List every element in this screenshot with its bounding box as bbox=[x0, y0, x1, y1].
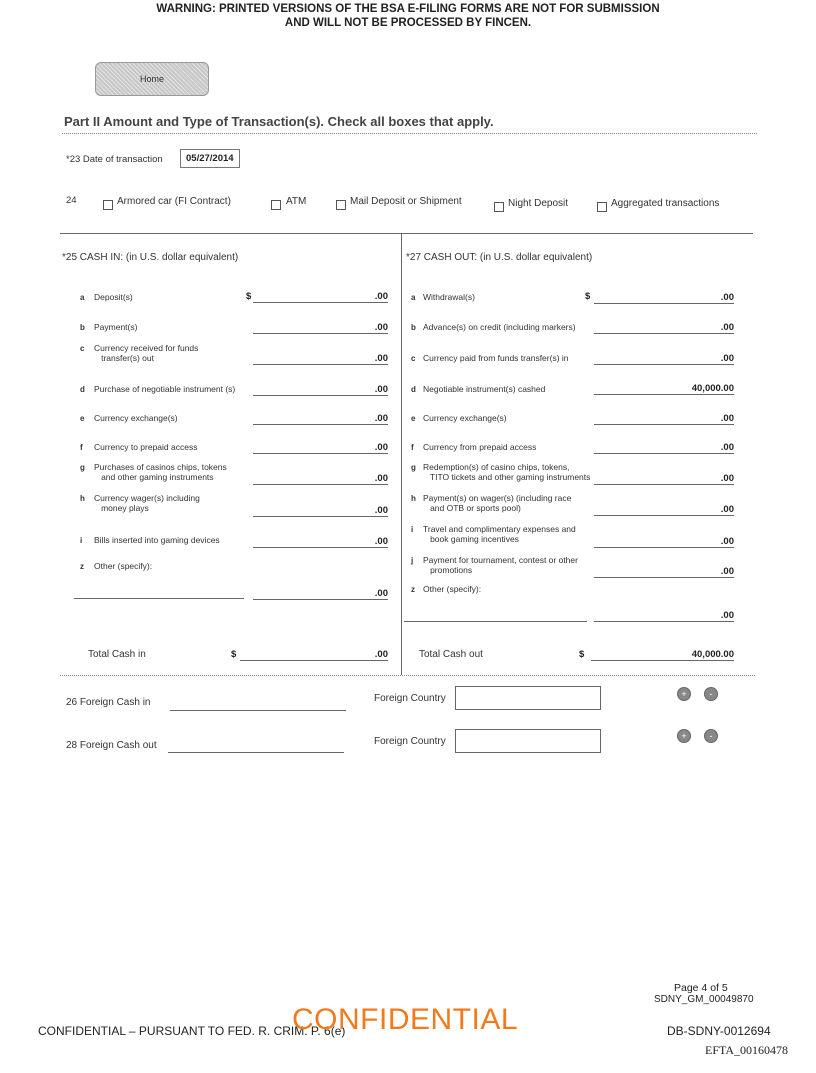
cash-in-line-a-letter: a bbox=[80, 293, 85, 302]
cash-out-line-d-amount[interactable]: 40,000.00 bbox=[594, 383, 734, 395]
cash-out-line-j-label: Payment for tournament, contest or other promotions bbox=[423, 555, 578, 575]
cash-in-line-h-label: Currency wager(s) including money plays bbox=[94, 493, 200, 513]
cash-out-line-f-amount[interactable]: .00 bbox=[594, 442, 734, 454]
checkbox-atm-label: ATM bbox=[286, 196, 307, 207]
cash-out-line-e-label: Currency exchange(s) bbox=[423, 413, 507, 423]
warning-line-1: WARNING: PRINTED VERSIONS OF THE BSA E-FILING FORMS ARE NOT FOR SUBMISSION bbox=[156, 3, 660, 15]
foreign-cash-in-label: 26 Foreign Cash in bbox=[66, 697, 151, 708]
cash-out-line-i-label: Travel and complimentary expenses and book gaming incentives bbox=[423, 524, 576, 544]
cash-out-line-b-amount[interactable]: .00 bbox=[594, 322, 734, 334]
remove-foreign-out-button[interactable]: - bbox=[704, 729, 718, 743]
totals-divider bbox=[60, 675, 755, 676]
efta-number: EFTA_00160478 bbox=[705, 1043, 789, 1057]
cash-out-line-i-letter: i bbox=[411, 525, 414, 534]
checkbox-armored-car[interactable] bbox=[103, 197, 113, 215]
cash-out-line-e-amount[interactable]: .00 bbox=[594, 413, 734, 425]
cash-out-line-g-label: Redemption(s) of casino chips, tokens, TITO tickets and other gaming instruments bbox=[423, 462, 591, 482]
cash-in-line-h-letter: h bbox=[80, 494, 85, 503]
item-24-number: 24 bbox=[66, 195, 77, 206]
cash-in-line-i-label: Bills inserted into gaming devices bbox=[94, 535, 220, 545]
total-cash-out-label: Total Cash out bbox=[419, 649, 483, 660]
cash-out-line-f-label: Currency from prepaid access bbox=[423, 442, 537, 452]
checkbox-atm[interactable] bbox=[271, 197, 281, 215]
cash-in-line-g-amount[interactable]: .00 bbox=[253, 473, 388, 485]
bates-number-2: DB-SDNY-0012694 bbox=[667, 1024, 771, 1038]
cash-in-line-c-letter: c bbox=[80, 344, 85, 353]
cash-in-line-a-label: Deposit(s) bbox=[94, 292, 133, 302]
cash-out-line-c-letter: c bbox=[411, 354, 416, 363]
cash-in-line-e-letter: e bbox=[80, 414, 85, 423]
warning-line-2: AND WILL NOT BE PROCESSED BY FINCEN. bbox=[284, 17, 532, 29]
cash-out-line-h-letter: h bbox=[411, 494, 416, 503]
cash-out-line-c-label: Currency paid from funds transfer(s) in bbox=[423, 353, 569, 363]
cash-in-line-b-letter: b bbox=[80, 323, 85, 332]
cash-out-line-z-amount[interactable]: .00 bbox=[594, 610, 734, 622]
cash-out-line-g-amount[interactable]: .00 bbox=[594, 473, 734, 485]
total-cash-out-dollar: $ bbox=[579, 649, 585, 660]
cash-out-line-d-label: Negotiable instrument(s) cashed bbox=[423, 384, 546, 394]
cash-in-line-z-letter: z bbox=[80, 562, 84, 571]
cash-in-line-d-letter: d bbox=[80, 385, 85, 394]
cash-out-line-f-letter: f bbox=[411, 443, 414, 452]
home-button[interactable]: Home bbox=[95, 62, 209, 96]
cash-in-line-g-label: Purchases of casinos chips, tokens and other gaming instruments bbox=[94, 462, 227, 482]
page-number: Page 4 of 5 bbox=[674, 982, 728, 994]
cash-in-line-f-amount[interactable]: .00 bbox=[253, 442, 388, 454]
date-of-transaction-label: *23 Date of transaction bbox=[66, 154, 163, 165]
total-cash-out-amount[interactable]: 40,000.00 bbox=[591, 649, 734, 661]
cash-in-dollar-sign: $ bbox=[246, 291, 252, 302]
cash-out-line-a-label: Withdrawal(s) bbox=[423, 292, 475, 302]
cash-in-line-f-label: Currency to prepaid access bbox=[94, 442, 198, 452]
cash-out-line-b-label: Advance(s) on credit (including markers) bbox=[423, 322, 576, 332]
add-foreign-in-button[interactable]: + bbox=[677, 687, 691, 701]
cash-in-line-f-letter: f bbox=[80, 443, 83, 452]
cash-out-line-h-amount[interactable]: .00 bbox=[594, 504, 734, 516]
column-divider bbox=[401, 233, 402, 675]
cash-in-line-z-amount[interactable]: .00 bbox=[253, 588, 388, 600]
cash-out-line-z-letter: z bbox=[411, 585, 415, 594]
cash-out-line-h-label: Payment(s) on wager(s) (including race and OTB or sports pool) bbox=[423, 493, 572, 513]
cash-in-line-d-label: Purchase of negotiable instrument (s) bbox=[94, 384, 236, 394]
confidential-stamp: CONFIDENTIAL bbox=[292, 1003, 519, 1036]
foreign-country-out-label: Foreign Country bbox=[374, 736, 446, 747]
cash-in-line-h-amount[interactable]: .00 bbox=[253, 505, 388, 517]
checkbox-night-deposit[interactable] bbox=[494, 199, 504, 217]
cash-in-line-c-amount[interactable]: .00 bbox=[253, 353, 388, 365]
part-title: Part II Amount and Type of Transaction(s). Check all boxes that apply. bbox=[64, 114, 494, 129]
foreign-cash-out-label: 28 Foreign Cash out bbox=[66, 740, 157, 751]
cash-in-line-a-amount[interactable]: .00 bbox=[253, 291, 388, 303]
cash-in-line-e-amount[interactable]: .00 bbox=[253, 413, 388, 425]
cash-in-line-c-label: Currency received for funds transfer(s) out bbox=[94, 343, 199, 363]
cash-in-line-i-amount[interactable]: .00 bbox=[253, 536, 388, 548]
cash-out-header: *27 CASH OUT: (in U.S. dollar equivalent) bbox=[406, 252, 593, 263]
foreign-country-in-label: Foreign Country bbox=[374, 693, 446, 704]
title-divider bbox=[62, 133, 757, 134]
cash-in-line-b-amount[interactable]: .00 bbox=[253, 322, 388, 334]
checkbox-aggregated[interactable] bbox=[597, 199, 607, 217]
foreign-country-in-field[interactable] bbox=[455, 686, 601, 710]
cash-out-line-a-letter: a bbox=[411, 293, 416, 302]
cash-out-line-e-letter: e bbox=[411, 414, 416, 423]
cash-in-line-b-label: Payment(s) bbox=[94, 322, 138, 332]
cash-in-other-specify-line[interactable] bbox=[74, 598, 244, 599]
cash-out-line-j-letter: j bbox=[411, 556, 414, 565]
cash-out-line-c-amount[interactable]: .00 bbox=[594, 353, 734, 365]
checkbox-mail-deposit[interactable] bbox=[336, 197, 346, 215]
cash-out-line-d-letter: d bbox=[411, 385, 416, 394]
remove-foreign-in-button[interactable]: - bbox=[704, 687, 718, 701]
cash-out-line-g-letter: g bbox=[411, 463, 416, 472]
cash-in-line-e-label: Currency exchange(s) bbox=[94, 413, 178, 423]
total-cash-in-label: Total Cash in bbox=[88, 649, 146, 660]
cash-in-header: *25 CASH IN: (in U.S. dollar equivalent) bbox=[62, 252, 239, 263]
cash-out-line-z-label: Other (specify): bbox=[423, 584, 482, 594]
cash-out-line-i-amount[interactable]: .00 bbox=[594, 536, 734, 548]
total-cash-in-amount[interactable]: .00 bbox=[240, 649, 388, 661]
cash-out-dollar-sign: $ bbox=[585, 291, 591, 302]
checkbox-mail-deposit-label: Mail Deposit or Shipment bbox=[350, 196, 462, 207]
section-divider bbox=[60, 233, 753, 234]
cash-out-line-j-amount[interactable]: .00 bbox=[594, 566, 734, 578]
add-foreign-out-button[interactable]: + bbox=[677, 729, 691, 743]
foreign-cash-in-field[interactable] bbox=[170, 710, 346, 711]
cash-in-line-g-letter: g bbox=[80, 463, 85, 472]
date-of-transaction-field[interactable]: 05/27/2014 bbox=[180, 149, 240, 168]
cash-out-line-a-amount[interactable]: .00 bbox=[594, 292, 734, 304]
checkbox-aggregated-label: Aggregated transactions bbox=[611, 198, 720, 209]
confidential-notice: CONFIDENTIAL – PURSUANT TO FED. R. CRIM. P. 6(e) bbox=[38, 1024, 346, 1038]
foreign-cash-out-field[interactable] bbox=[168, 752, 344, 753]
cash-out-other-specify-line[interactable] bbox=[404, 621, 587, 622]
cash-in-line-d-amount[interactable]: .00 bbox=[253, 384, 388, 396]
total-cash-in-dollar: $ bbox=[231, 649, 237, 660]
cash-out-line-b-letter: b bbox=[411, 323, 416, 332]
bates-number-1: SDNY_GM_00049870 bbox=[654, 994, 754, 1005]
cash-in-line-z-label: Other (specify): bbox=[94, 561, 153, 571]
checkbox-armored-car-label: Armored car (FI Contract) bbox=[117, 196, 231, 207]
foreign-country-out-field[interactable] bbox=[455, 729, 601, 753]
checkbox-night-deposit-label: Night Deposit bbox=[508, 198, 569, 209]
cash-in-line-i-letter: i bbox=[80, 536, 83, 545]
